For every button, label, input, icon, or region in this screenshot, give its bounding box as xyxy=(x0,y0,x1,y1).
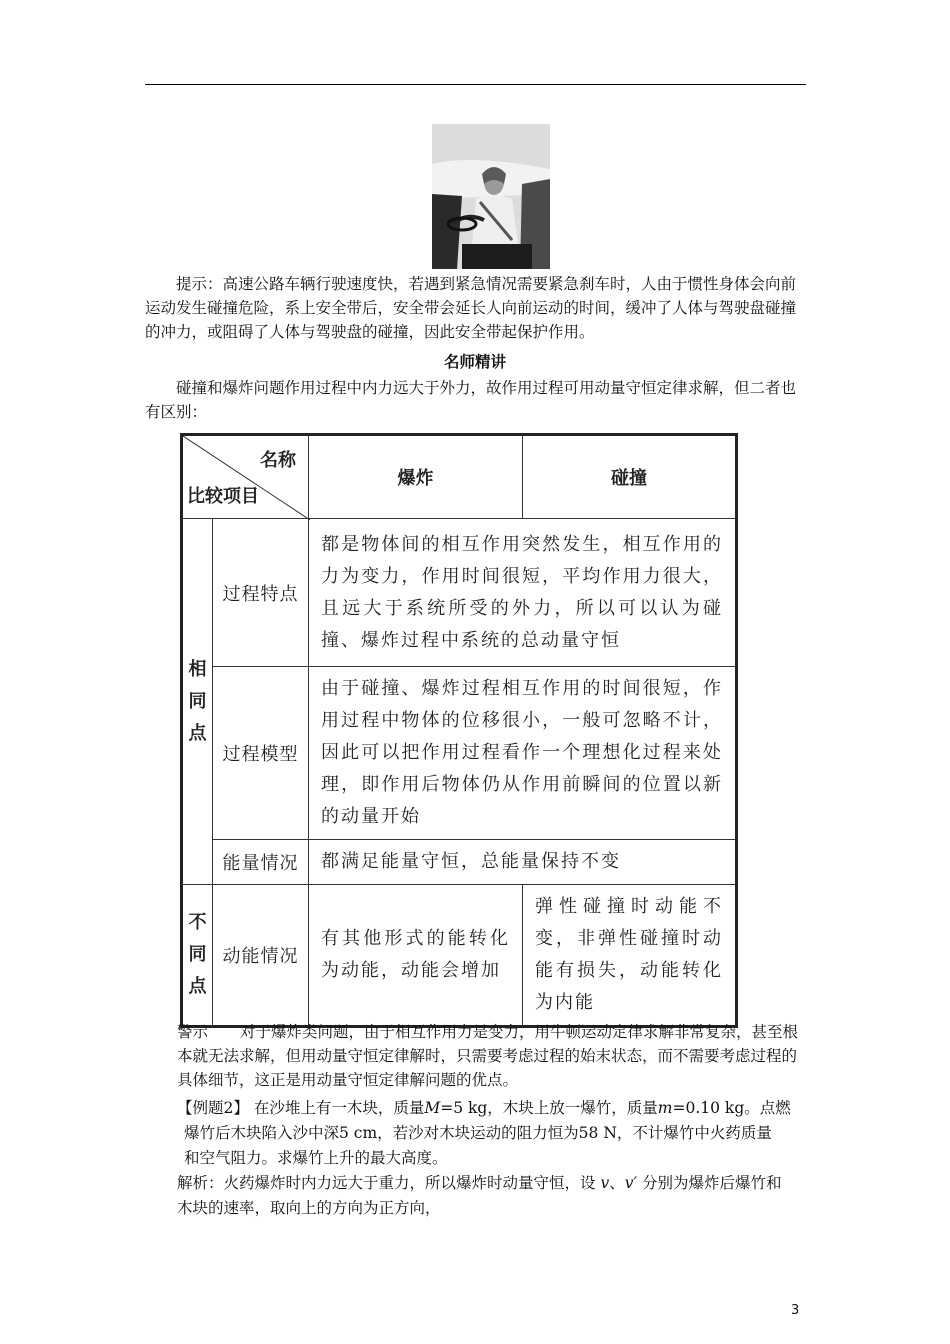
comparison-table xyxy=(180,433,738,1028)
table-row xyxy=(182,519,737,667)
table-row xyxy=(182,840,737,885)
table-corner-header xyxy=(182,435,309,519)
table-row xyxy=(182,885,737,1027)
warning-paragraph xyxy=(177,1020,806,1092)
warning-label: 警示 xyxy=(177,1023,209,1041)
col-collision: 碰撞 xyxy=(523,435,737,519)
example-line-1: 【例题2】 在沙堆上有一木块，质量M=5 kg，木块上放一爆竹，质量m=0.10 kg。点燃 xyxy=(177,1099,791,1117)
same-label: 相 同 点 xyxy=(182,519,213,885)
page-number: 3 xyxy=(791,1303,800,1318)
solution-line-1: 解析：火药爆炸时内力远大于重力，所以爆炸时动量守恒，设 v、v′ 分别为爆炸后爆竹和 xyxy=(177,1174,782,1192)
row-text: 由于碰撞、爆炸过程相互作用的时间很短，作用过程中物体的位移很小，一般可忽略不计，因此可以把作用过程看作一个理想化过程来处理，即作用后物体仍从作用前瞬间的位置以新的动量开始 xyxy=(309,667,737,840)
top-rule xyxy=(145,84,806,85)
example-label: 【例题2】 xyxy=(177,1099,249,1117)
diff-collision-text: 弹性碰撞时动能不变，非弹性碰撞时动能有损失，动能转化为内能 xyxy=(523,885,737,1027)
example-line-2: 爆竹后木块陷入沙中深5 cm，若沙对木块运动的阻力恒为58 N，不计爆竹中火药质量 xyxy=(184,1124,772,1142)
row-text: 都是物体间的相互作用突然发生，相互作用的力为变力，作用时间很短，平均作用力很大，且远大于系统所受的外力，所以可以认为碰撞、爆炸过程中系统的总动量守恒 xyxy=(309,519,737,667)
header-name: 名称 xyxy=(260,450,296,471)
col-explosion: 爆炸 xyxy=(309,435,523,519)
example-line-3: 和空气阻力。求爆竹上升的最大高度。 xyxy=(184,1149,448,1167)
row-label: 能量情况 xyxy=(213,840,309,885)
solution-line-2: 木块的速率，取向上的方向为正方向， xyxy=(177,1199,441,1217)
row-label: 过程模型 xyxy=(213,667,309,840)
warning-text: 对于爆炸类问题，由于相互作用力是变力，用牛顿运动定律求解非常复杂，甚至根本就无法求解，但用动量守恒定律解时，只需要考虑过程的始末状态，而不需要考虑过程的具体细节，这正是用动量守恒定律解问题的优点。 xyxy=(177,1023,799,1089)
diff-explosion-text: 有其他形式的能转化为动能，动能会增加 xyxy=(309,885,523,1027)
row-text: 都满足能量守恒，总能量保持不变 xyxy=(309,840,737,885)
row-label: 动能情况 xyxy=(213,885,309,1027)
header-item: 比较项目 xyxy=(187,486,259,507)
table-row xyxy=(182,667,737,840)
hint-paragraph: 提示：高速公路车辆行驶速度快，若遇到紧急情况需要紧急刹车时，人由于惯性身体会向前运动发生碰撞危险，系上安全带后，安全带会延长人向前运动的时间，缓冲了人体与驾驶盘碰撞的冲力，或阻碍了人体与驾驶盘的碰撞，因此安全带起保护作用。 xyxy=(145,275,797,341)
diff-label: 不 同 点 xyxy=(182,885,213,1027)
section-title: 名师精讲 xyxy=(443,353,506,371)
seatbelt-photo xyxy=(432,124,550,269)
intro-paragraph: 碰撞和爆炸问题作用过程中内力远大于外力，故作用过程可用动量守恒定律求解，但二者也有区别： xyxy=(145,379,797,421)
row-label: 过程特点 xyxy=(213,519,309,667)
